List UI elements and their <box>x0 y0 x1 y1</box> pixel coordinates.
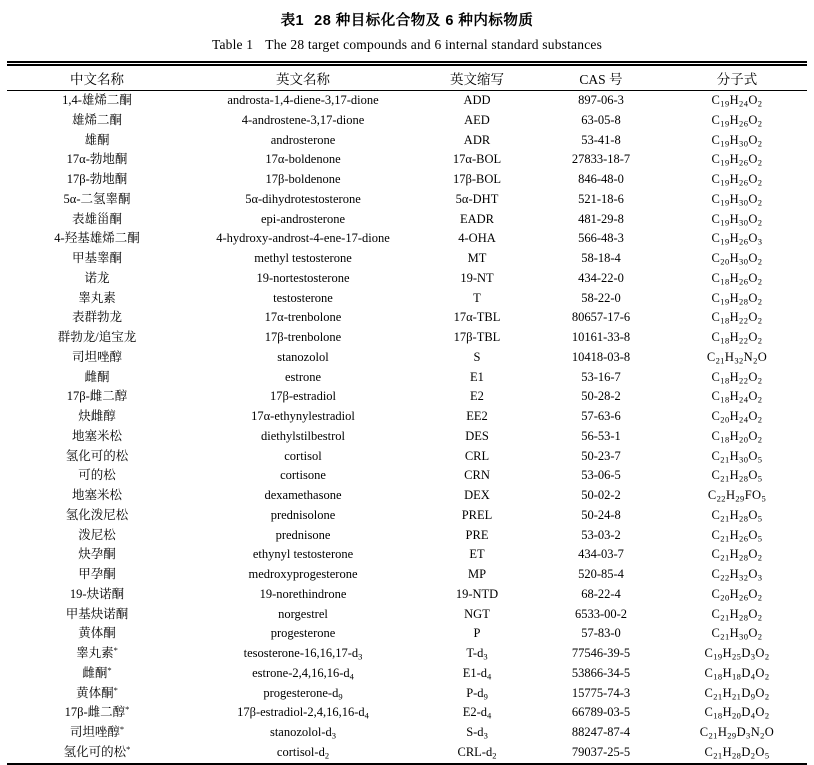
cell-cn-name: 17β-勃地酮 <box>66 172 128 186</box>
cell-en-name: 5α-dihydrotestosterone <box>245 191 361 206</box>
cell-en-name: dexamethasone <box>264 488 342 502</box>
cell-cn-name: 5α-二氢睾酮 <box>63 191 131 206</box>
table-row <box>7 723 807 743</box>
column-header-abbr: 英文缩写 <box>419 64 535 91</box>
table-row <box>7 249 807 269</box>
cell-formula: $C_{19}H_{30}O_2$ <box>711 191 763 208</box>
cell-en-name: 17β-estradiol <box>269 389 337 404</box>
cell-formula: $C_{21}H_{28}D_2O_5$ <box>704 744 770 761</box>
cell-formula: $C_{18}H_{26}O_2$ <box>711 270 763 287</box>
cell-formula: $C_{18}H_{20}D_4O_2$ <box>704 705 770 721</box>
cell-cn-name: 炔孕酮 <box>78 547 116 562</box>
table-row <box>7 585 807 605</box>
table-row <box>7 427 807 447</box>
cell-formula: $C_{21}H_{32}N_2O$ <box>706 349 768 366</box>
cell-abbr: $P-d_9$ <box>466 685 488 701</box>
cell-abbr: P <box>473 626 481 641</box>
cell-cas: 434-03-7 <box>578 547 624 562</box>
table-row <box>7 170 807 190</box>
cell-cas: 846-48-0 <box>578 172 624 186</box>
cell-en-name: androsterone <box>270 132 336 147</box>
cell-en-name: medroxyprogesterone <box>248 567 358 581</box>
cell-cn-name: 黄体酮* <box>76 684 118 700</box>
cell-abbr: $E2-d_4$ <box>462 705 492 721</box>
cell-abbr: $S-d_3$ <box>466 725 488 741</box>
cell-formula: $C_{19}H_{24}O_2$ <box>711 93 763 109</box>
cell-en-name: prednisone <box>275 527 331 542</box>
cell-abbr: E2 <box>470 389 484 404</box>
cell-cas: 53-16-7 <box>581 369 621 384</box>
table-row <box>7 308 807 328</box>
table-row <box>7 605 807 625</box>
cell-cn-name: 司坦唑醇* <box>69 724 125 739</box>
cell-cn-name: 4-羟基雄烯二酮 <box>54 231 140 246</box>
cell-cn-name: 甲基睾酮 <box>71 251 122 265</box>
cell-cas: 434-22-0 <box>578 270 624 285</box>
table-row <box>7 486 807 506</box>
cell-cn-name: 地塞米松 <box>71 428 122 443</box>
cell-cn-name: 17α-勃地酮 <box>66 152 128 167</box>
cell-formula: $C_{21}H_{21}D_9O_2$ <box>704 685 770 701</box>
cell-cn-name: 群勃龙/追宝龙 <box>57 330 137 344</box>
table-row <box>7 506 807 526</box>
cell-cn-name: 可的松 <box>78 468 116 483</box>
cell-formula: $C_{18}H_{24}O_2$ <box>711 389 763 405</box>
cell-en-name: prednisolone <box>270 507 336 522</box>
cell-en-name: 17β-boldenone <box>265 172 341 186</box>
table-caption-cn <box>0 0 814 30</box>
cell-formula: $C_{19}H_{25}D_3O_2$ <box>704 646 770 662</box>
table-row <box>7 644 807 664</box>
cell-formula: $C_{21}H_{26}O_5$ <box>711 527 763 543</box>
table-row <box>7 150 807 170</box>
table-row <box>7 664 807 684</box>
cell-abbr: E1 <box>470 369 484 384</box>
cell-cas: 50-28-2 <box>581 389 621 404</box>
cell-abbr: 19-NTD <box>455 586 499 601</box>
cell-abbr: CRL <box>464 448 490 463</box>
cell-en-name: 17α-trenbolone <box>264 310 342 325</box>
cell-en-name: testosterone <box>273 290 333 305</box>
cell-en-name: stanozolol-$d_3$ <box>269 725 337 741</box>
cell-cn-name: 氢化可的松* <box>63 743 131 759</box>
cell-formula: $C_{21}H_{30}O_5$ <box>711 448 763 464</box>
cell-formula: $C_{21}H_{28}O_5$ <box>711 507 763 524</box>
cell-cas: 77546-39-5 <box>571 646 631 660</box>
cell-abbr: CRN <box>464 468 490 483</box>
cell-abbr: MP <box>467 567 487 581</box>
cell-formula: $C_{21}H_{30}O_2$ <box>711 626 763 642</box>
cell-cn-name: 19-炔诺酮 <box>69 586 125 601</box>
cell-cas: 10161-33-8 <box>571 330 631 344</box>
cell-cn-name: 17β-雌二醇 <box>66 389 128 404</box>
cell-abbr: 17α-BOL <box>452 152 502 167</box>
cell-abbr: NGT <box>464 606 490 621</box>
cell-cas: 897-06-3 <box>578 93 624 107</box>
cell-en-name: ethynyl testosterone <box>252 547 354 562</box>
cell-cas: 6533-00-2 <box>574 606 628 621</box>
cell-cas: 68-22-4 <box>581 586 621 601</box>
cell-abbr: PRE <box>465 527 489 542</box>
cell-cn-name: 泼尼松 <box>78 527 116 542</box>
cell-cn-name: 甲孕酮 <box>78 567 116 581</box>
cell-formula: $C_{21}H_{29}D_3N_2O$ <box>699 725 775 741</box>
cell-formula: $C_{19}H_{26}O_2$ <box>711 172 763 188</box>
cell-cn-name: 1,4-雄烯二酮 <box>62 93 132 107</box>
cell-formula: $C_{20}H_{24}O_2$ <box>711 409 763 425</box>
cell-abbr: $E1-d_4$ <box>462 665 492 682</box>
cell-formula: $C_{19}H_{26}O_2$ <box>711 152 763 168</box>
cell-cn-name: 炔雌醇 <box>78 409 116 423</box>
cell-formula: $C_{21}H_{28}O_5$ <box>711 468 763 484</box>
cell-formula: $C_{19}H_{30}O_2$ <box>711 132 763 148</box>
cell-en-name: cortisol-$d_2$ <box>276 744 330 761</box>
cell-en-name: diethylstilbestrol <box>260 428 346 443</box>
cell-cn-name: 表群勃龙 <box>71 310 122 325</box>
cell-formula: $C_{21}H_{28}O_2$ <box>711 606 763 622</box>
cell-formula: $C_{22}H_{32}O_3$ <box>711 567 763 583</box>
cell-formula: $C_{19}H_{28}O_2$ <box>711 290 763 306</box>
cell-en-name: tesosterone-$16,16,17-d_3$ <box>243 646 363 662</box>
table-row <box>7 407 807 427</box>
cell-cas: 57-83-0 <box>581 626 621 641</box>
cell-cn-name: 诺龙 <box>84 270 110 285</box>
table-row <box>7 269 807 289</box>
cell-formula: $C_{18}H_{22}O_2$ <box>711 330 763 346</box>
cell-en-name: 4-hydroxy-androst-4-ene-17-dione <box>216 231 390 246</box>
table-row <box>7 703 807 723</box>
cell-formula: $C_{19}H_{26}O_2$ <box>711 112 763 129</box>
cell-abbr: MT <box>467 251 487 265</box>
cell-cn-name: 表雄甾酮 <box>71 211 122 226</box>
cell-en-name: norgestrel <box>278 606 328 621</box>
cell-abbr: 17α-TBL <box>453 310 501 325</box>
table-row <box>7 565 807 585</box>
table-row <box>7 743 807 764</box>
cell-cn-name: 地塞米松 <box>71 488 122 502</box>
cell-cn-name: 17β-雌二醇* <box>64 704 130 720</box>
table-row <box>7 447 807 467</box>
cell-cn-name: 雌酮* <box>82 664 112 680</box>
table-caption-cn-label: 表1 <box>280 13 305 29</box>
table-row <box>7 131 807 151</box>
cell-cas: 53-03-2 <box>581 527 621 542</box>
column-header-cn-name: 中文名称 <box>7 64 187 91</box>
cell-cn-name: 氢化泼尼松 <box>65 507 129 522</box>
cell-en-name: 19-norethindrone <box>259 586 347 601</box>
cell-en-name: cortisol <box>284 448 322 463</box>
table-row <box>7 387 807 407</box>
cell-formula: $C_{18}H_{18}D_4O_2$ <box>704 665 770 682</box>
table-row <box>7 91 807 111</box>
cell-cas: 80657-17-6 <box>571 310 631 325</box>
cell-formula: $C_{18}H_{22}O_2$ <box>711 369 763 385</box>
cell-en-name: 17α-ethynylestradiol <box>251 409 355 423</box>
cell-cn-name: 氢化可的松 <box>65 448 129 463</box>
cell-cn-name: 雄酮 <box>84 132 110 147</box>
cell-formula: $C_{18}H_{22}O_2$ <box>711 310 763 326</box>
cell-en-name: estrone <box>284 369 322 384</box>
cell-cas: 50-23-7 <box>581 448 621 463</box>
cell-en-name: epi-androsterone <box>261 211 345 226</box>
cell-abbr: DEX <box>464 488 490 502</box>
table-row <box>7 466 807 486</box>
cell-abbr: ET <box>469 547 485 562</box>
table-caption-en <box>0 37 814 53</box>
cell-abbr: S <box>473 349 481 364</box>
cell-formula: $C_{20}H_{26}O_2$ <box>711 586 763 603</box>
cell-cas: 53-06-5 <box>581 468 621 483</box>
cell-cas: 79037-25-5 <box>571 744 631 759</box>
cell-cas: 63-05-8 <box>581 112 621 127</box>
cell-abbr: 17β-BOL <box>452 172 502 186</box>
cell-abbr: $T-d_3$ <box>466 646 488 662</box>
table-row <box>7 348 807 368</box>
cell-cas: 521-18-6 <box>578 191 624 206</box>
cell-cas: 10418-03-8 <box>571 349 631 364</box>
cell-abbr: EE2 <box>466 409 488 423</box>
cell-cas: 53-41-8 <box>581 132 621 147</box>
cell-abbr: ADD <box>463 93 491 107</box>
cell-abbr: T <box>473 290 481 305</box>
cell-cas: 566-48-3 <box>578 231 624 246</box>
cell-formula: $C_{18}H_{20}O_2$ <box>711 428 763 445</box>
column-header-cas: CAS 号 <box>535 64 667 91</box>
cell-abbr: EADR <box>459 211 495 226</box>
cell-cas: 53866-34-5 <box>571 665 631 680</box>
cell-en-name: 4-androstene-3,17-dione <box>241 112 365 127</box>
table-row <box>7 111 807 131</box>
cell-cn-name: 睾丸素* <box>76 645 118 660</box>
cell-en-name: $17\beta-estradiol-2,4,16,16-d_4$ <box>237 705 369 721</box>
cell-cas: 66789-03-5 <box>571 705 631 720</box>
cell-cas: 520-85-4 <box>578 567 624 581</box>
table-caption-en-text: The 28 target compounds and 6 internal standard substances <box>265 37 603 52</box>
cell-abbr: AED <box>464 112 490 127</box>
table-row <box>7 229 807 249</box>
cell-cn-name: 黄体酮 <box>78 626 116 641</box>
table-row <box>7 368 807 388</box>
cell-en-name: 17β-trenbolone <box>264 330 342 344</box>
compounds-table <box>7 61 807 765</box>
cell-formula: $C_{19}H_{30}O_2$ <box>711 211 763 227</box>
column-header-en-name: 英文名称 <box>187 64 419 91</box>
cell-cas: 50-02-2 <box>581 488 621 502</box>
table-row <box>7 210 807 230</box>
table-row <box>7 624 807 644</box>
table-row <box>7 328 807 348</box>
cell-en-name: methyl testosterone <box>254 251 352 265</box>
cell-en-name: androsta-1,4-diene-3,17-dione <box>227 93 379 107</box>
cell-abbr: ADR <box>463 132 491 147</box>
cell-cn-name: 司坦唑醇 <box>71 349 122 364</box>
cell-formula: $C_{19}H_{26}O_3$ <box>711 231 763 247</box>
cell-abbr: CRL-$d_2$ <box>457 744 497 761</box>
cell-abbr: 4-OHA <box>458 231 496 246</box>
cell-cas: 27833-18-7 <box>571 152 631 167</box>
table-body <box>7 91 807 764</box>
cell-en-name: progesterone <box>270 626 336 641</box>
cell-cn-name: 睾丸素 <box>78 290 116 305</box>
cell-cn-name: 甲基炔诺酮 <box>65 606 129 621</box>
cell-en-name: 19-nortestosterone <box>256 270 350 285</box>
table-caption-en-label: Table 1 <box>211 37 254 52</box>
table-row <box>7 289 807 309</box>
table-caption-cn-text: 28 种目标化合物及 6 种内标物质 <box>314 13 534 29</box>
cell-abbr: 17β-TBL <box>453 330 501 344</box>
cell-en-name: cortisone <box>280 468 326 483</box>
cell-cas: 481-29-8 <box>578 211 624 226</box>
table-row <box>7 526 807 546</box>
cell-cas: 58-22-0 <box>581 290 621 305</box>
cell-formula: $C_{20}H_{30}O_2$ <box>711 251 763 267</box>
cell-en-name: 17α-boldenone <box>265 152 341 167</box>
cell-formula: $C_{21}H_{28}O_2$ <box>711 547 763 563</box>
cell-abbr: DES <box>465 428 489 443</box>
cell-abbr: PREL <box>461 507 493 522</box>
cell-en-name: estrone-$2,4,16,16-d_4$ <box>252 665 354 682</box>
cell-cas: 56-53-1 <box>581 428 621 443</box>
cell-en-name: stanozolol <box>277 349 329 364</box>
cell-cas: 88247-87-4 <box>571 725 631 739</box>
cell-cas: 50-24-8 <box>581 507 621 522</box>
cell-cas: 15775-74-3 <box>571 685 631 700</box>
cell-abbr: 5α-DHT <box>455 191 499 206</box>
cell-abbr: 19-NT <box>460 270 494 285</box>
cell-formula: $C_{22}H_{29}FO_5$ <box>707 488 767 504</box>
table-row <box>7 684 807 704</box>
table-row <box>7 190 807 210</box>
cell-cn-name: 雌酮 <box>84 369 110 384</box>
cell-cas: 58-18-4 <box>581 251 621 265</box>
cell-cn-name: 雄烯二酮 <box>71 112 122 127</box>
cell-en-name: progesterone-$d_9$ <box>263 685 343 701</box>
table-header-row <box>7 64 807 91</box>
column-header-formula: 分子式 <box>667 64 807 91</box>
table-row <box>7 545 807 565</box>
cell-cas: 57-63-6 <box>581 409 621 423</box>
